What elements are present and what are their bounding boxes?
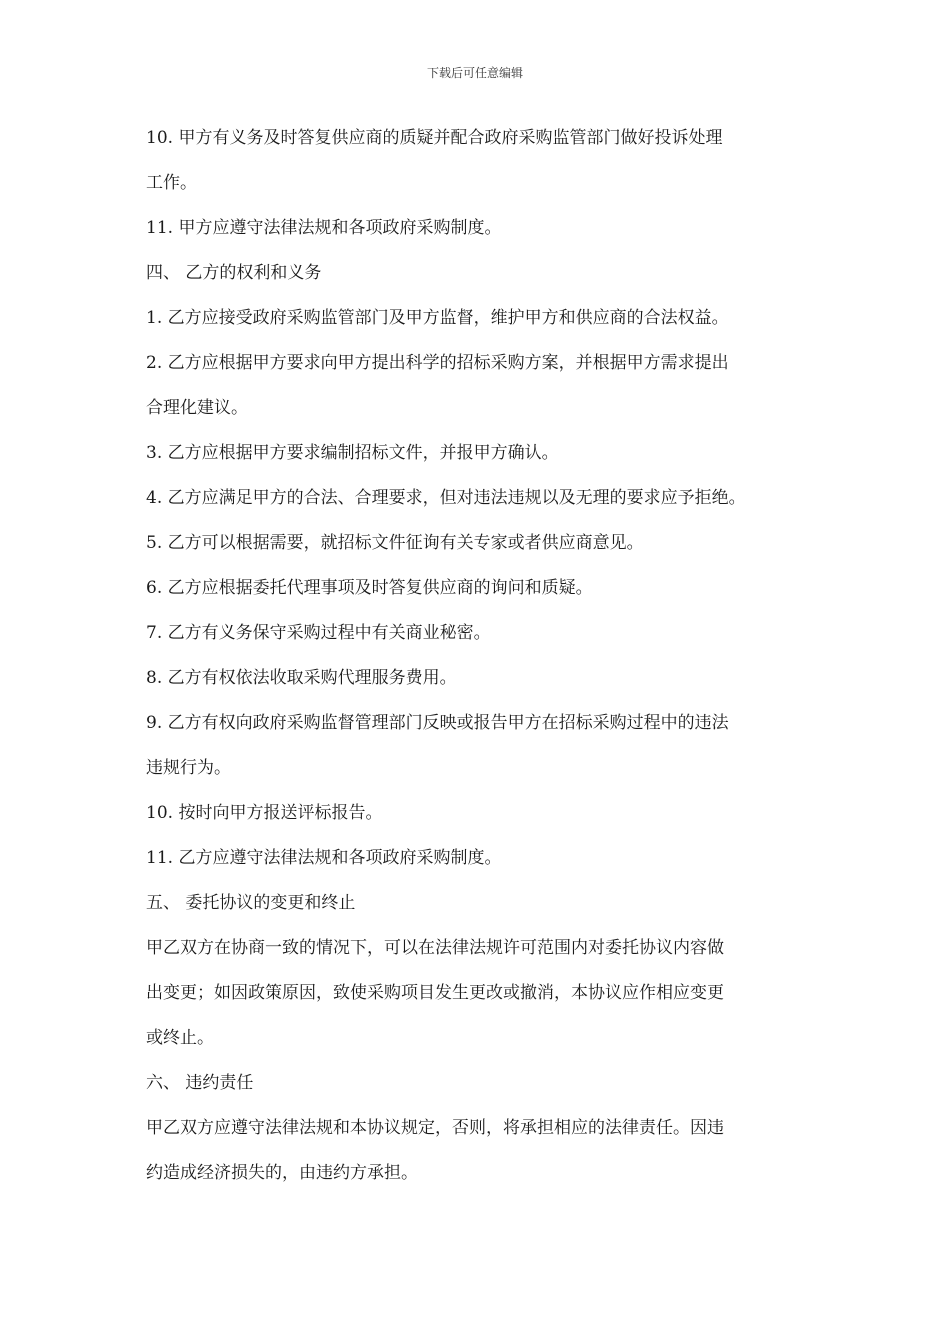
paragraph-line: 违规行为。 — [146, 758, 231, 778]
paragraph-line: 11. 甲方应遵守法律法规和各项政府采购制度。 — [146, 218, 502, 238]
paragraph-line: 10. 按时向甲方报送评标报告。 — [146, 803, 383, 823]
paragraph-line: 工作。 — [146, 173, 197, 193]
paragraph-line: 7. 乙方有义务保守采购过程中有关商业秘密。 — [146, 623, 491, 643]
paragraph-line: 5. 乙方可以根据需要，就招标文件征询有关专家或者供应商意见。 — [146, 533, 644, 553]
paragraph-line: 合理化建议。 — [146, 398, 248, 418]
section-heading: 五、 委托协议的变更和终止 — [146, 893, 356, 913]
paragraph-line: 出变更；如因政策原因，致使采购项目发生更改或撤消，本协议应作相应变更 — [146, 983, 724, 1003]
paragraph-line: 约造成经济损失的，由违约方承担。 — [146, 1163, 418, 1183]
paragraph-line: 11. 乙方应遵守法律法规和各项政府采购制度。 — [146, 848, 502, 868]
paragraph-line: 10. 甲方有义务及时答复供应商的质疑并配合政府采购监管部门做好投诉处理 — [146, 128, 723, 148]
paragraph-line: 甲乙双方在协商一致的情况下，可以在法律法规许可范围内对委托协议内容做 — [146, 938, 724, 958]
page-header: 下载后可任意编辑 — [426, 66, 523, 80]
paragraph-line: 1. 乙方应接受政府采购监管部门及甲方监督，维护甲方和供应商的合法权益。 — [146, 308, 729, 328]
paragraph-line: 6. 乙方应根据委托代理事项及时答复供应商的询问和质疑。 — [146, 578, 593, 598]
paragraph-line: 4. 乙方应满足甲方的合法、合理要求，但对违法违规以及无理的要求应予拒绝。 — [146, 488, 746, 508]
section-heading: 四、 乙方的权利和义务 — [146, 263, 322, 283]
paragraph-line: 甲乙双方应遵守法律法规和本协议规定，否则，将承担相应的法律责任。因违 — [146, 1118, 724, 1138]
paragraph-line: 8. 乙方有权依法收取采购代理服务费用。 — [146, 668, 457, 688]
paragraph-line: 或终止。 — [146, 1028, 214, 1048]
paragraph-line: 2. 乙方应根据甲方要求向甲方提出科学的招标采购方案，并根据甲方需求提出 — [146, 353, 729, 373]
section-heading: 六、 违约责任 — [146, 1073, 254, 1093]
paragraph-line: 9. 乙方有权向政府采购监督管理部门反映或报告甲方在招标采购过程中的违法 — [146, 713, 729, 733]
paragraph-line: 3. 乙方应根据甲方要求编制招标文件，并报甲方确认。 — [146, 443, 559, 463]
